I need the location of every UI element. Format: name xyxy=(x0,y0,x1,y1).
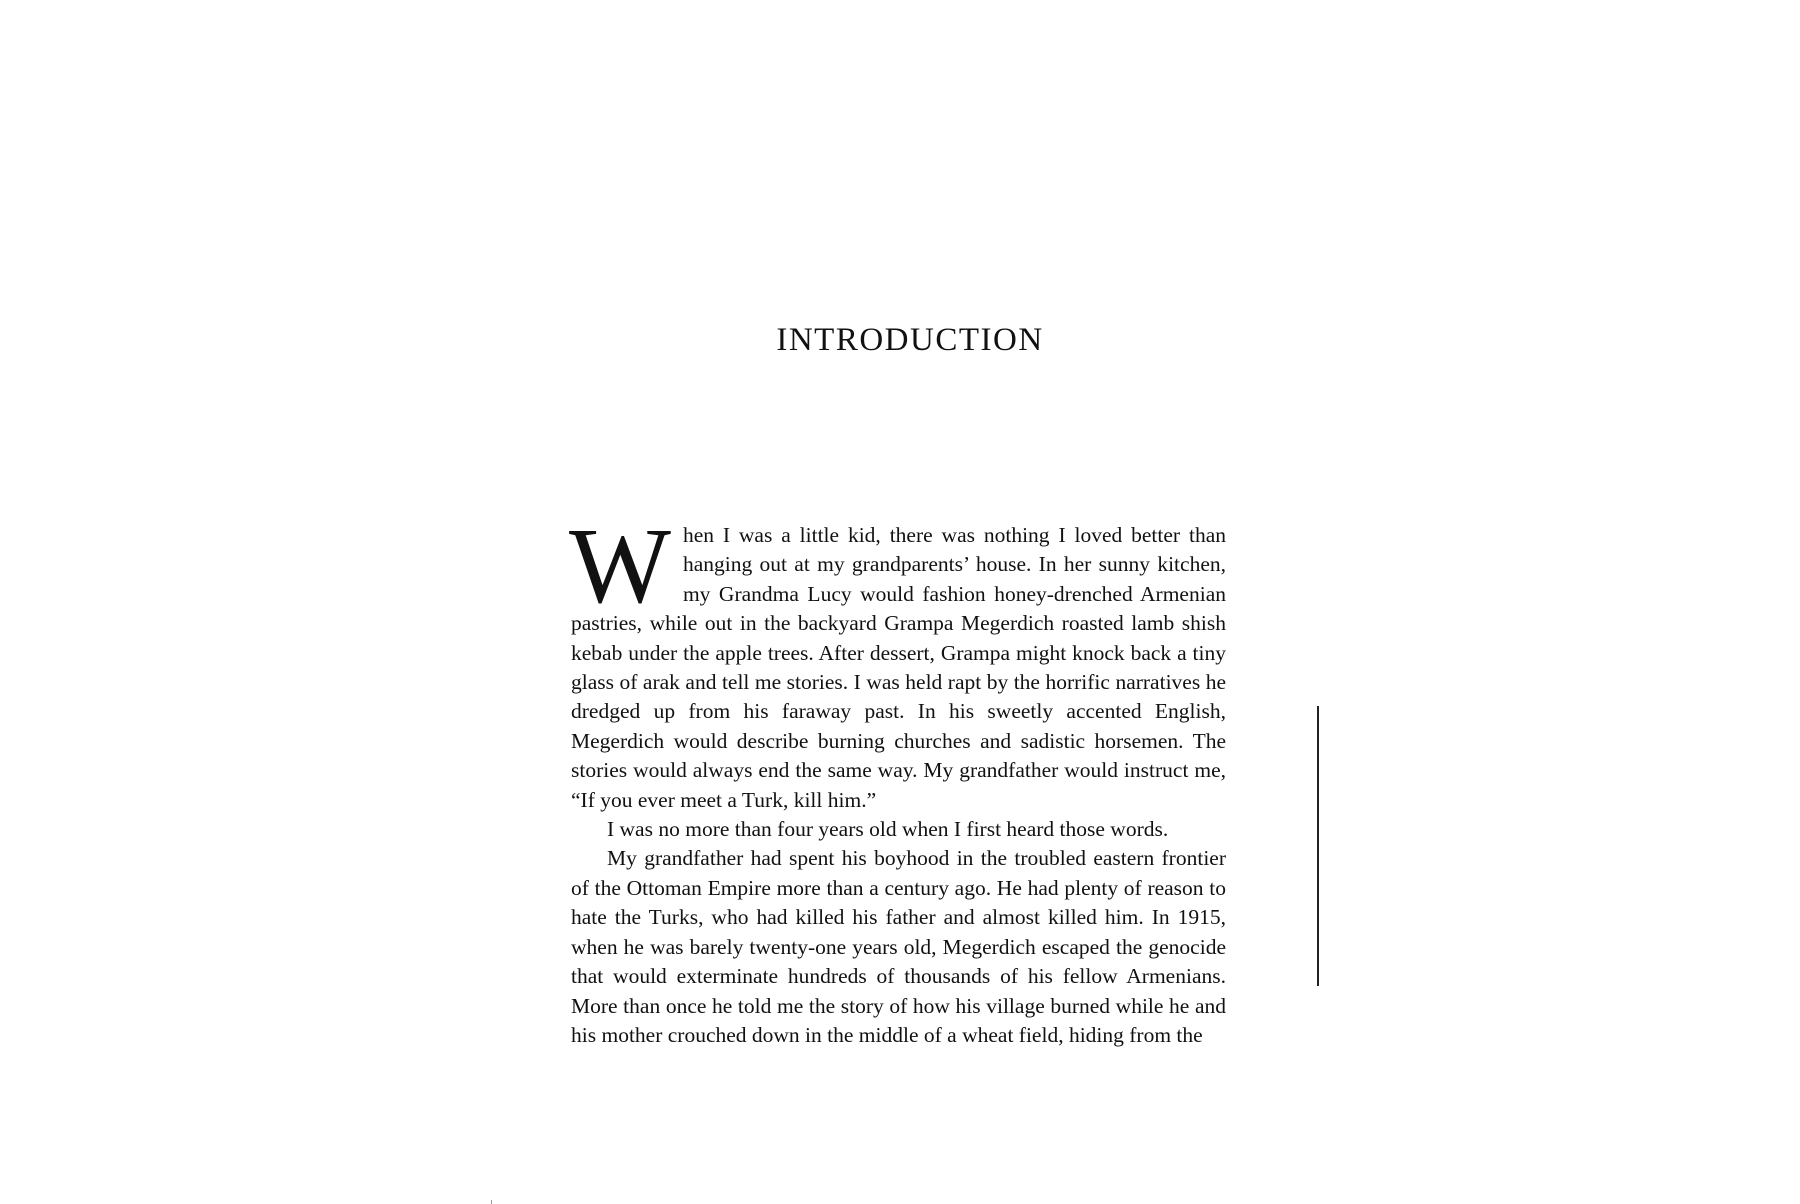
body-text xyxy=(569,507,1226,1050)
scan-speck xyxy=(491,1200,492,1204)
drop-cap: W xyxy=(569,507,671,626)
paragraph-3: My grandfather had spent his boyhood in the troubled eastern frontier of the Ottoman Empire more than a century ago. He had plenty of reason to hate the Turks, who had killed his father and almost killed him. In 1915, when he was barely twenty-one years old, Megerdich escaped the genocide that would exterminate hundreds of thousands of his fellow Armenians. More than once he told me the story of how his village burned while he and his mother crouched down in the middle of a wheat field, hiding from the xyxy=(571,846,1226,1047)
chapter-title xyxy=(0,322,1800,359)
paragraph-1-text: hen I was a little kid, there was nothing I loved better than hanging out at my grandparents’ house. In her sunny kitchen, my Grandma Lucy would fashion honey-drenched Armenian pastries, while out in the backyard Grampa Megerdich roasted lamb shish kebab under the apple trees. After dessert, Grampa might knock back a tiny glass of arak and tell me stories. I was held rapt by the horrific narratives he dredged up from his faraway past. In his sweetly accented English, Megerdich would describe burning churches and sadistic horsemen. The stories would always end the same way. My grandfather would instruct me, “If you ever meet a Turk, kill him.” xyxy=(571,523,1226,812)
chapter-title-text: INTRODUCTION xyxy=(776,322,1044,358)
paragraph-1 xyxy=(569,507,1226,815)
margin-rule xyxy=(1317,706,1319,986)
paragraph-2: I was no more than four years old when I first heard those words. xyxy=(607,817,1169,842)
